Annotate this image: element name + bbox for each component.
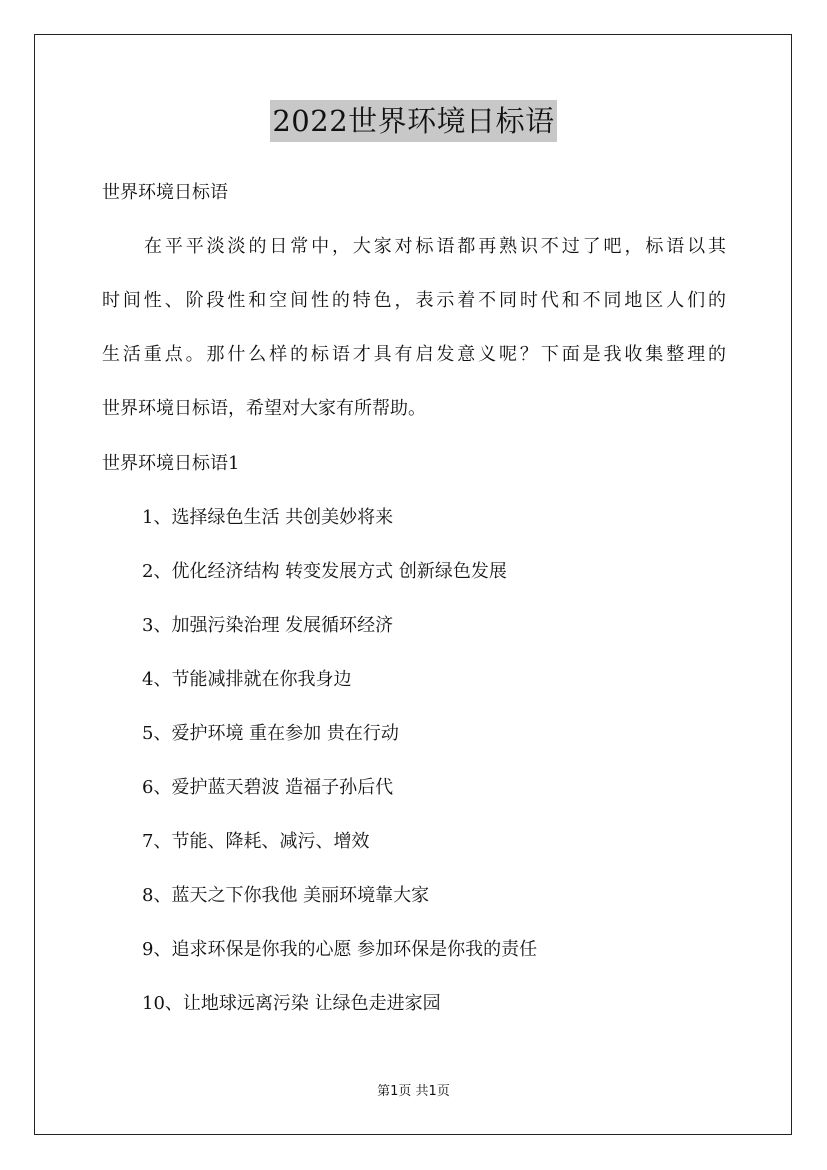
document-title: 2022世界环境日标语 xyxy=(270,100,556,142)
slogan-item: 6、爱护蓝天碧波 造福子孙后代 xyxy=(142,777,394,798)
intro-line-4: 世界环境日标语，希望对大家有所帮助。 xyxy=(102,398,426,419)
slogan-item: 3、加强污染治理 发展循环经济 xyxy=(142,615,394,636)
slogan-item: 5、爱护环境 重在参加 贵在行动 xyxy=(142,723,399,744)
title-container xyxy=(0,100,827,142)
page-footer: 第1页 共1页 xyxy=(377,1084,450,1099)
intro-line-2: 时间性、阶段性和空间性的特色，表示着不同时代和不同地区人们的 xyxy=(102,290,726,311)
slogan-item: 7、节能、降耗、减污、增效 xyxy=(142,831,370,852)
intro-line-3: 生活重点。那什么样的标语才具有启发意义呢？下面是我收集整理的 xyxy=(102,344,726,365)
subtitle: 世界环境日标语 xyxy=(102,182,228,203)
slogan-item: 1、选择绿色生活 共创美妙将来 xyxy=(142,507,394,528)
slogan-item: 10、让地球远离污染 让绿色走进家园 xyxy=(142,993,441,1014)
slogan-item: 9、追求环保是你我的心愿 参加环保是你我的责任 xyxy=(142,939,538,960)
section-heading: 世界环境日标语1 xyxy=(102,453,240,474)
slogan-item: 2、优化经济结构 转变发展方式 创新绿色发展 xyxy=(142,561,507,582)
slogan-item: 8、蓝天之下你我他 美丽环境靠大家 xyxy=(142,885,430,906)
slogan-item: 4、节能减排就在你我身边 xyxy=(142,669,352,690)
intro-line-1: 在平平淡淡的日常中，大家对标语都再熟识不过了吧，标语以其 xyxy=(144,236,726,257)
